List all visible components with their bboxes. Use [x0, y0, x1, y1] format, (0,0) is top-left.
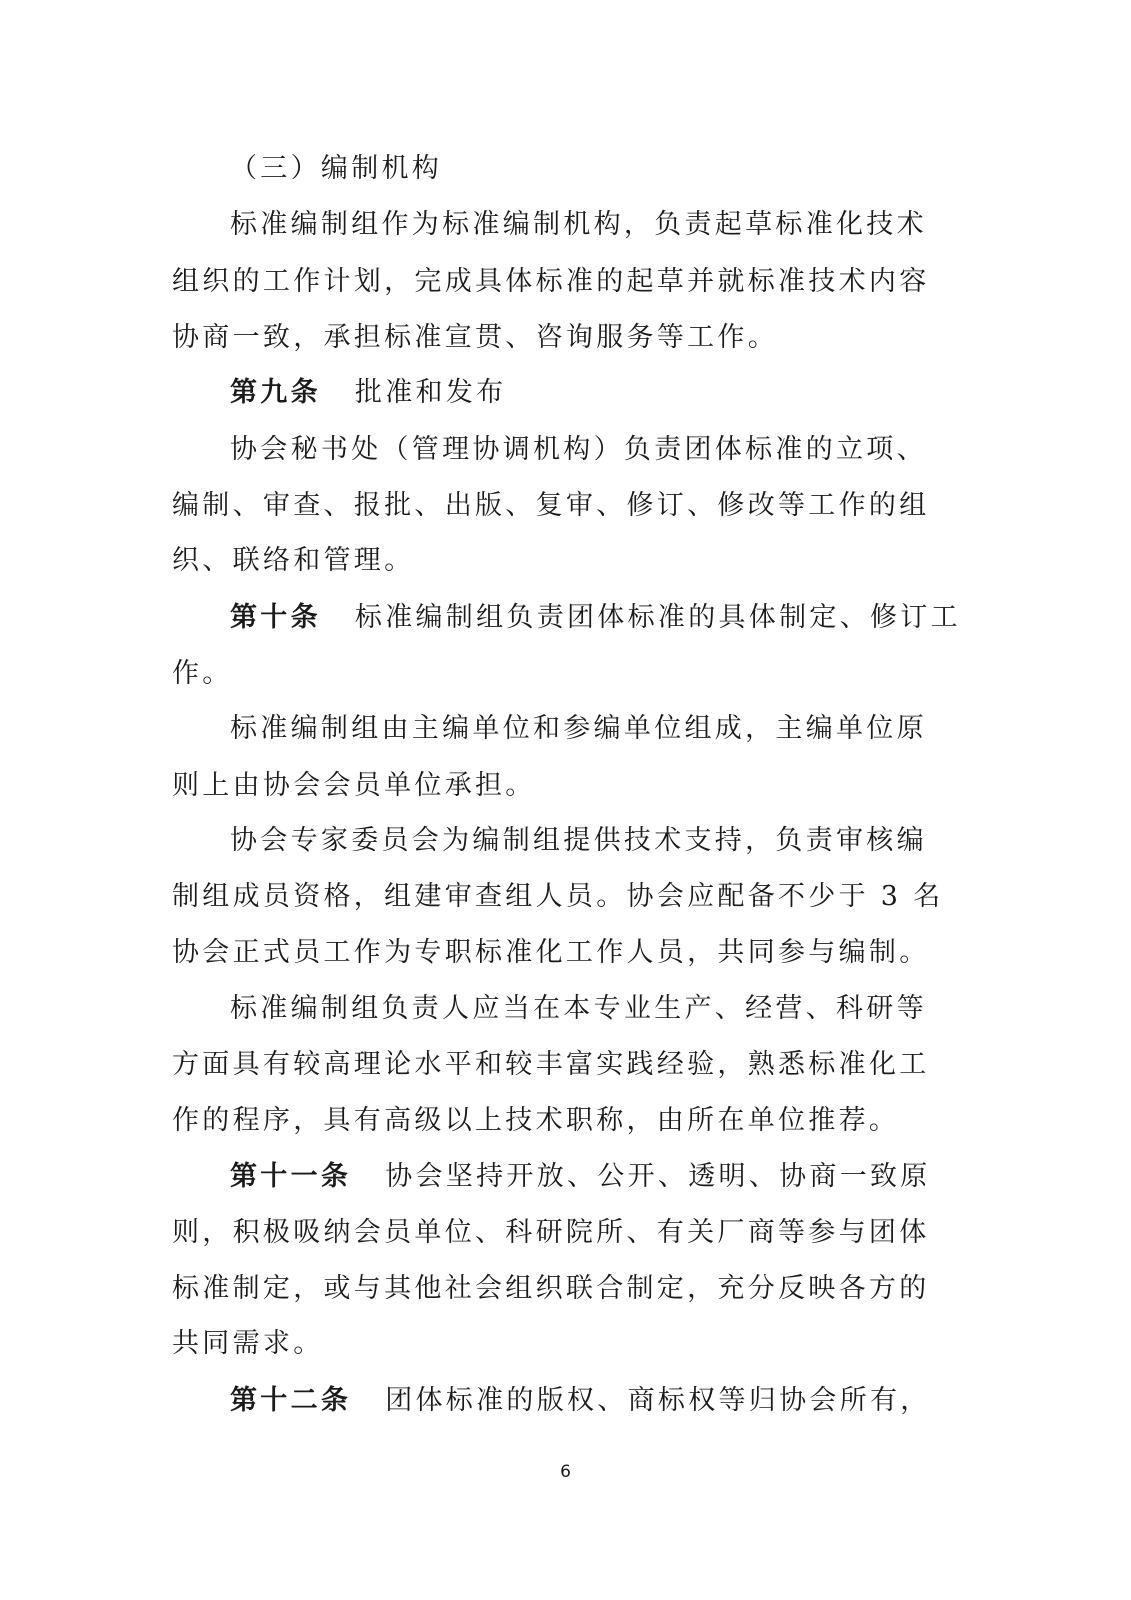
paragraph-line: 方面具有较高理论水平和较丰富实践经验，熟悉标准化工 — [172, 1049, 930, 1080]
paragraph-line: 协商一致，承担标准宣贯、咨询服务等工作。 — [172, 322, 778, 353]
paragraph-line: 协会秘书处（管理协调机构）负责团体标准的立项、 — [230, 434, 927, 465]
paragraph-line: 编制、审查、报批、出版、复审、修订、修改等工作的组 — [172, 490, 930, 521]
paragraph-line: 则，积极吸纳会员单位、科研院所、有关厂商等参与团体 — [172, 1217, 930, 1248]
paragraph-line: 则上由协会会员单位承担。 — [172, 770, 536, 801]
article-number: 第九条 — [230, 377, 321, 408]
paragraph-line: 协会专家委员会为编制组提供技术支持，负责审核编 — [230, 825, 927, 856]
article-text: 标准编制组负责团体标准的具体制定、修订工 — [354, 602, 961, 633]
article-11 — [230, 1157, 931, 1197]
paragraph-line: 作的程序，具有高级以上技术职称，由所在单位推荐。 — [172, 1105, 900, 1136]
article-title: 批准和发布 — [354, 377, 507, 408]
paragraph-line: 标准编制组由主编单位和参编单位组成，主编单位原 — [230, 713, 927, 744]
article-12 — [230, 1381, 931, 1421]
paragraph-line: 标准制定，或与其他社会组织联合制定，充分反映各方的 — [172, 1273, 930, 1304]
page-number: 6 — [560, 1462, 571, 1482]
article-text: 协会坚持开放、公开、透明、协商一致原 — [385, 1161, 931, 1192]
paragraph-line: 作。 — [172, 658, 233, 689]
paragraph-line: 制组成员资格，组建审查组人员。协会应配备不少于 3 名 — [172, 881, 944, 912]
article-number: 第十二条 — [230, 1385, 352, 1416]
paragraph-line: 织、联络和管理。 — [172, 545, 415, 576]
paragraph-line: 标准编制组负责人应当在本专业生产、经营、科研等 — [230, 993, 927, 1024]
paragraph-line: 标准编制组作为标准编制机构，负责起草标准化技术 — [230, 209, 927, 240]
article-text: 团体标准的版权、商标权等归协会所有， — [385, 1385, 931, 1416]
article-10 — [230, 598, 961, 638]
paragraph-line: 组织的工作计划，完成具体标准的起草并就标准技术内容 — [172, 266, 930, 297]
article-9 — [230, 373, 506, 413]
paragraph-line: 协会正式员工作为专职标准化工作人员，共同参与编制。 — [172, 937, 930, 968]
paragraph-line: 共同需求。 — [172, 1328, 324, 1359]
article-number: 第十一条 — [230, 1161, 352, 1192]
article-number: 第十条 — [230, 602, 321, 633]
section-heading-compilation-body: （三）编制机构 — [230, 153, 443, 184]
